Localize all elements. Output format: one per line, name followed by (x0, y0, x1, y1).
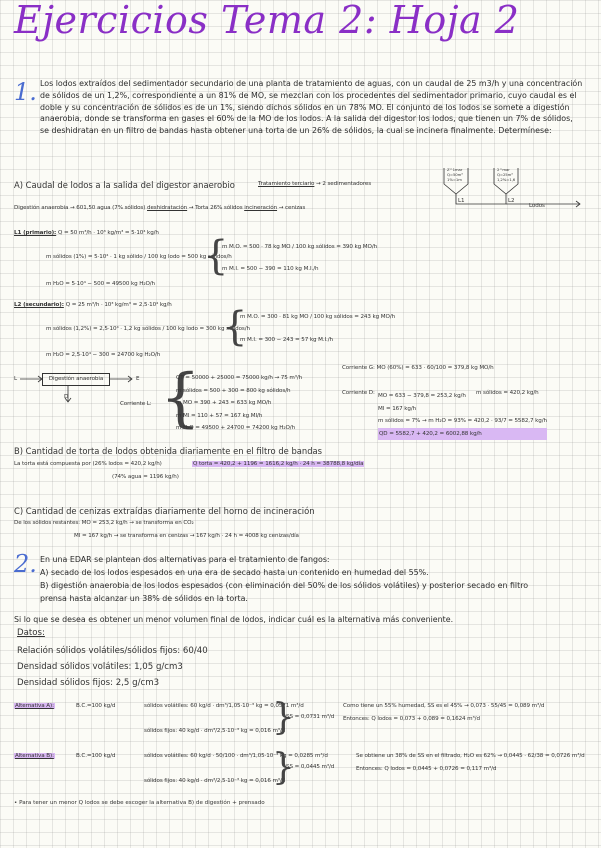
current-d-side: m sólidos = 420,2 kg/h (476, 390, 539, 396)
line-l2-label: L2 (508, 198, 515, 204)
digester-output-label: E (136, 376, 140, 382)
l1-heading: L1 (primario): Q = 50 m³/h · 10³ kg/m³ = 5·10⁴ kg/h (14, 230, 159, 236)
alt-a-label: Alternativa A): (15, 703, 54, 709)
l2-heading: L2 (secundario): Q = 25 m³/h · 10³ kg/m³ = 2,5·10⁴ kg/h (14, 302, 172, 308)
b-line-2: (74% agua = 1196 kg/h) (112, 474, 179, 480)
l2-water: m H₂O = 2,5·10⁴ − 300 = 24700 kg H₂O/h (46, 352, 161, 358)
b-line-1: La torta está compuesta por (26% lodos = 420,2 kg/h) (14, 461, 162, 467)
tank-1-label: Z^1mar Q=50m³ 1%=1m (447, 167, 463, 182)
question-b: B) Cantidad de torta de lodos obtenida diariamente en el filtro de bandas (14, 446, 323, 456)
l1-solids: m sólidos (1%) = 5·10⁴ · 1 kg sólido / 100 kg lodo = 500 kg sólidos/h (46, 254, 232, 260)
tank-2-label: 2^mar Q=25m³ 1,2%=1,6 (497, 167, 516, 182)
alt-a-sv: sólidos volátiles: 60 kg/d · dm³/1,05·10⁻³ kg = 0,0571 m³/d (144, 703, 304, 709)
alt-a-result-2: Entonces: Q lodos = 0,073 + 0,089 = 0,1624 m³/d (343, 716, 480, 722)
current-g-line: Corriente G: MO (60%) = 633 · 60/100 = 379,8 kg MO/h (342, 365, 494, 371)
alt-b-sf: sólidos fijos: 40 kg/d · dm³/2,5·10⁻³ kg = 0,016 m³/d (144, 778, 286, 784)
digester-input-label: L (14, 376, 18, 382)
current-l-label: Corriente L: (120, 401, 152, 407)
alt-b-sv: sólidos volátiles: 60 kg/d · 50/100 · dm³/1,05·10⁻³ kg = 0,0285 m³/d (144, 753, 328, 759)
c-line-1: De los sólidos restantes: MO = 253,2 kg/h → se transforma en CO₂ (14, 520, 194, 526)
l1-mi: m M.I. = 500 − 390 = 110 kg M.I./h (222, 266, 319, 272)
line-l1-label: L1 (458, 198, 465, 204)
current-l-brace: { (160, 361, 201, 435)
page-title: Ejercicios Tema 2: Hoja 2 (14, 0, 520, 42)
digester-bottom-label: D (64, 394, 69, 400)
exercise-1-statement: Los lodos extraídos del sedimentador secundario de una planta de tratamiento de aguas, con un caudal de 25 m3/h y una concentración de sólidos de un 1,2%, correspondiente a un 81% de MO, se mezclan con los procedentes del sedimentador primario, cuyo caudal es el doble y su concentración de sólidos es de un 1%, siendo dichos sólidos en un 78% MO. El conjunto de los lodos se somete a digestión anaerobia, donde se transforma en gases el 60% de la MO de los lodos. A la salida del digestor los lodos, que tienen un 7% de sólidos, se deshidratan en un filtro de bandas hasta obtener una torta de un 26% de sólidos, la cual se incinera finalmente. Determínese: (40, 79, 583, 136)
exercise-2-intro: En una EDAR se plantean dos alternativas para el tratamiento de fangos: A) secado de los lodos espesados en una era de secado hasta un contenido en humedad del 55%. B) digestión anaerobia de los lodos espesados (con eliminación del 50% de los sólidos volátiles) y posterior secado en filtro prensa hasta alcanzar un 38% de sólidos en la torta. (40, 555, 529, 603)
alt-b-label: Alternativa B): (15, 753, 54, 759)
question-a: A) Caudal de lodos a la salida del digestor anaerobio (14, 180, 235, 190)
alt-b-brace: } (272, 747, 295, 788)
l2-mo: m M.O. = 300 · 81 kg MO / 100 kg sólidos = 243 kg MO/h (240, 314, 396, 320)
alt-a-ss: SS = 0,0731 m³/d (286, 714, 335, 720)
alt-a-bc: B.C.=100 kg/d (76, 703, 116, 709)
l2-mi: m M.I. = 300 − 243 = 57 kg M.I./h (240, 337, 333, 343)
alt-b-result-2: Entonces: Q lodos = 0,0445 + 0,0726 = 0,117 m³/d (356, 766, 497, 772)
question-c: C) Cantidad de cenizas extraídas diariamente del horno de incineración (14, 506, 315, 516)
alt-b-bc: B.C.=100 kg/d (76, 753, 116, 759)
exercise-2-number: 2. (14, 550, 37, 578)
exercise-2-question: Si lo que se desea es obtener un menor volumen final de lodos, indicar cuál es la alternativa más conveniente. (14, 615, 454, 624)
alt-b-ss: SS = 0,0445 m³/d (286, 764, 335, 770)
l2-brace: { (222, 304, 248, 350)
sludge-out-label: Lodos (529, 203, 545, 209)
l1-mo: m M.O. = 500 · 78 kg MO / 100 kg sólidos = 390 kg MO/h (222, 244, 378, 250)
alt-a-brace: } (272, 697, 295, 738)
current-l-lines: QT = 50000 + 25000 = 75000 kg/h → 75 m³/h m sólidos = 500 + 300 = 800 kg sólidos/h m MO = 390 + 243 = 633 kg MO/h m MI = 110 + 57 = 167 kg MI/h m H₂O = 49500 + 24700 = 74200 kg H₂O/h (176, 375, 303, 431)
alt-a-result-1: Como tiene un 55% humedad, SS es el 45% → 0,073 · 55/45 = 0,089 m³/d (343, 703, 545, 709)
c-line-2: MI = 167 kg/h → se transforma en cenizas → 167 kg/h · 24 h = 4008 kg cenizas/día (74, 533, 299, 539)
tertiary-treatment-label: Tratamiento terciario → 2 sedimentadores (258, 181, 372, 187)
digester-box: Digestión anaerobia (42, 373, 110, 386)
current-d-label: Corriente D: (342, 390, 375, 396)
exercise-1-number: 1. (14, 78, 37, 106)
process-line: Digestión anaerobia → 601,50 agua (7% sólidos) deshidratación → Torta 26% sólidos incineración → cenizas (14, 205, 306, 211)
l1-brace: { (203, 233, 229, 279)
conclusion-footnote: • Para tener un menor Q lodos se debe escoger la alternativa B) de digestión + prensado (14, 800, 265, 806)
data-title: Datos: (17, 628, 45, 638)
data-list: Relación sólidos volátiles/sólidos fijos: 60/40 Densidad sólidos volátiles: 1,05 g/cm3 Densidad sólidos fijos: 2,5 g/cm3 (17, 646, 208, 688)
b-line-3: Q torta = 420,2 + 1196 = 1616,2 kg/h · 24 h = 38788,8 kg/día (193, 461, 364, 467)
current-d-lines: MO = 633 − 379,8 = 253,2 kg/h MI = 167 kg/h m sólidos = 7% → m H₂O = 93% = 420,2 · 93/7 = 5582,7 kg/h QD = 5582,7 + 420,2 = 6002,88 kg/h (378, 390, 547, 440)
alt-a-sf: sólidos fijos: 40 kg/d · dm³/2,5·10⁻³ kg = 0,016 m³/d (144, 728, 286, 734)
l2-solids: m sólidos (1,2%) = 2,5·10⁴ · 1,2 kg sólidos / 100 kg lodo = 300 kg sólidos/h (46, 326, 250, 332)
l1-water: m H₂O = 5·10⁴ − 500 = 49500 kg H₂O/h (46, 281, 156, 287)
alt-b-result-1: Se obtiene un 38% de SS en el filtrado, H₂O es 62% → 0,0445 · 62/38 = 0,0726 m³/d (356, 753, 585, 759)
